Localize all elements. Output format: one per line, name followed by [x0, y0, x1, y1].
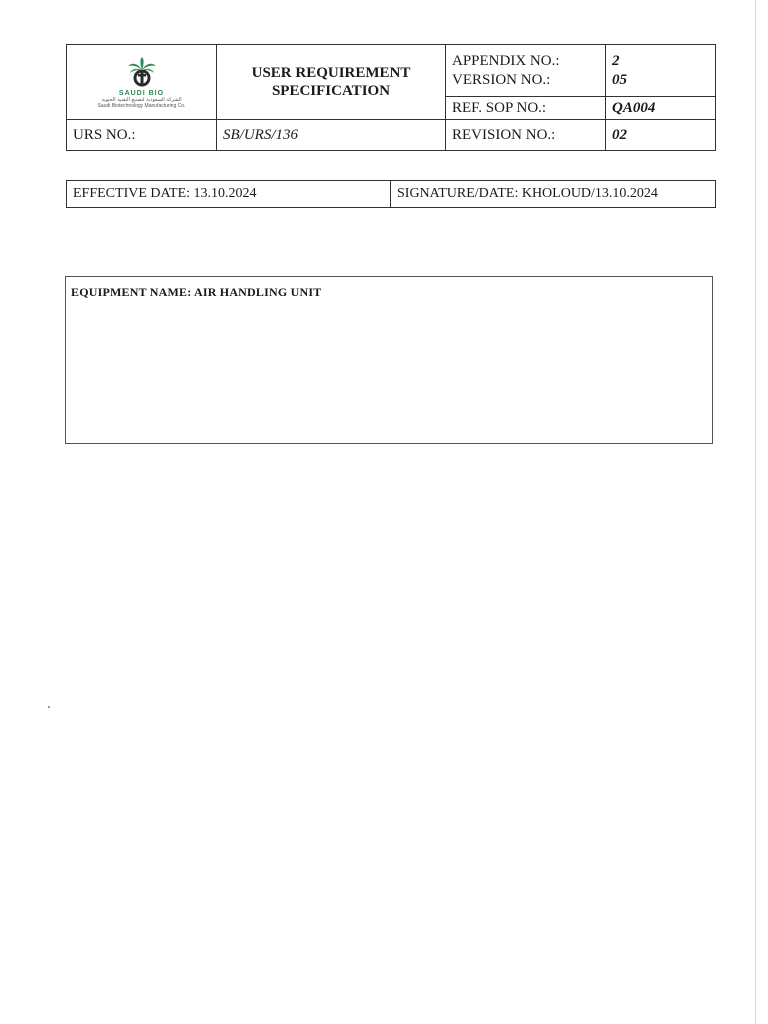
appendix-value: 2	[612, 52, 620, 69]
version-value: 05	[612, 71, 627, 88]
document-header-table	[66, 44, 716, 151]
title-line-1: USER REQUIREMENT	[251, 65, 411, 81]
scan-speck	[48, 706, 50, 708]
urs-value: SB/URS/136	[217, 120, 446, 151]
logo-cell	[67, 45, 217, 120]
logo-arabic-text: الشركة السعودية لتصنيع التقنية الحيوية	[101, 96, 182, 103]
title-line-2: SPECIFICATION	[271, 83, 391, 99]
revision-value: 02	[606, 120, 716, 151]
revision-label: REVISION NO.:	[446, 120, 606, 151]
appendix-version-labels	[446, 45, 606, 97]
page-edge	[755, 0, 756, 1024]
logo-english-text: Saudi Biotechnology Manufacturing Co.	[97, 102, 186, 109]
ref-sop-label: REF. SOP NO.:	[446, 97, 606, 120]
effective-date: EFFECTIVE DATE: 13.10.2024	[67, 181, 391, 208]
equipment-box	[65, 276, 713, 444]
urs-label: URS NO.:	[67, 120, 217, 151]
palm-gear-icon	[125, 56, 159, 90]
document-title	[217, 45, 446, 120]
signature-date: SIGNATURE/DATE: KHOLOUD/13.10.2024	[391, 181, 716, 208]
logo-brand-text: SAUDI BIO	[118, 89, 165, 97]
appendix-version-values	[606, 45, 716, 97]
effective-date-table	[66, 180, 716, 208]
ref-sop-value: QA004	[606, 97, 716, 120]
company-logo	[71, 56, 212, 109]
appendix-label: APPENDIX NO.:	[452, 52, 560, 69]
equipment-name: EQUIPMENT NAME: AIR HANDLING UNIT	[71, 285, 322, 299]
version-label: VERSION NO.:	[452, 71, 551, 88]
